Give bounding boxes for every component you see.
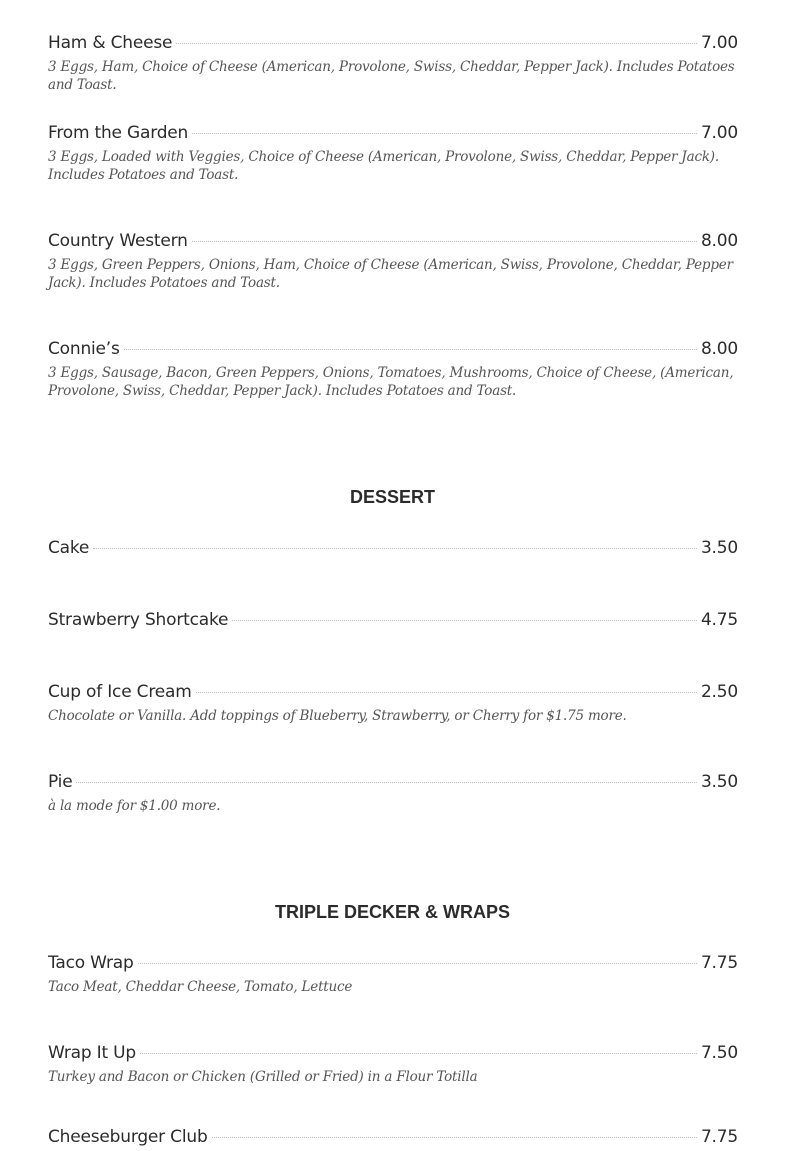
menu-item-taco-wrap xyxy=(48,953,738,996)
item-name: Taco Wrap xyxy=(48,953,134,973)
item-description: 3 Eggs, Sausage, Bacon, Green Peppers, Onions, Tomatoes, Mushrooms, Choice of Cheese, (American, Provolone, Swiss, Cheddar, Pepper Jack). Includes Potatoes and Toast. xyxy=(48,365,734,399)
menu-item-ham-cheese xyxy=(48,33,738,94)
item-description: Chocolate or Vanilla. Add toppings of Blueberry, Strawberry, or Cherry for $1.75 more. xyxy=(48,708,627,724)
item-price: 3.50 xyxy=(700,772,738,792)
dot-leader xyxy=(196,692,697,693)
item-name: Pie xyxy=(48,772,73,792)
item-description: Turkey and Bacon or Chicken (Grilled or Fried) in a Flour Totilla xyxy=(48,1069,478,1085)
item-price: 7.75 xyxy=(700,953,738,973)
item-price: 7.50 xyxy=(700,1043,738,1063)
item-description: 3 Eggs, Loaded with Veggies, Choice of Cheese (American, Provolone, Swiss, Cheddar, Pepper Jack). Includes Potatoes and Toast. xyxy=(48,149,719,183)
item-price: 7.75 xyxy=(700,1127,738,1147)
dot-leader xyxy=(93,548,697,549)
item-name: From the Garden xyxy=(48,123,189,143)
item-name: Country Western xyxy=(48,231,188,251)
item-name: Wrap It Up xyxy=(48,1043,136,1063)
item-price: 7.00 xyxy=(700,123,738,143)
menu-item-cake xyxy=(48,538,738,562)
menu-item-connies xyxy=(48,339,738,400)
menu-item-wrap-it-up xyxy=(48,1043,738,1086)
item-name: Connie’s xyxy=(48,339,120,359)
item-description: à la mode for $1.00 more. xyxy=(48,798,221,814)
item-name: Cake xyxy=(48,538,90,558)
item-description: 3 Eggs, Green Peppers, Onions, Ham, Choice of Cheese (American, Swiss, Provolone, Cheddar, Pepper Jack). Includes Potatoes and Toast. xyxy=(48,257,733,291)
item-price: 4.75 xyxy=(700,610,738,630)
dot-leader xyxy=(176,43,697,44)
item-price: 8.00 xyxy=(700,231,738,251)
item-price: 2.50 xyxy=(700,682,738,702)
menu-item-from-the-garden xyxy=(48,123,738,184)
section-title-triple-decker-wraps: TRIPLE DECKER & WRAPS xyxy=(274,902,510,922)
menu-item-strawberry-shortcake xyxy=(48,610,738,634)
dot-leader xyxy=(232,620,697,621)
menu-item-country-western xyxy=(48,231,738,292)
dot-leader xyxy=(124,349,697,350)
menu-item-cup-of-ice-cream xyxy=(48,682,738,725)
item-name: Ham & Cheese xyxy=(48,33,173,53)
section-title-dessert: DESSERT xyxy=(349,487,436,507)
item-price: 7.00 xyxy=(700,33,738,53)
item-description: Taco Meat, Cheddar Cheese, Tomato, Lettuce xyxy=(48,979,353,995)
item-name: Cheeseburger Club xyxy=(48,1127,208,1147)
item-price: 3.50 xyxy=(700,538,738,558)
item-price: 8.00 xyxy=(700,339,738,359)
dot-leader xyxy=(138,963,697,964)
item-description: 3 Eggs, Ham, Choice of Cheese (American, Provolone, Swiss, Cheddar, Pepper Jack). Includes Potatoes and Toast. xyxy=(48,59,735,93)
item-name: Strawberry Shortcake xyxy=(48,610,229,630)
menu-item-cheeseburger-club xyxy=(48,1127,738,1151)
menu-item-pie xyxy=(48,772,738,815)
dot-leader xyxy=(140,1053,697,1054)
dot-leader xyxy=(192,133,697,134)
dot-leader xyxy=(76,782,696,783)
item-name: Cup of Ice Cream xyxy=(48,682,192,702)
dot-leader xyxy=(192,241,697,242)
dot-leader xyxy=(212,1137,697,1138)
